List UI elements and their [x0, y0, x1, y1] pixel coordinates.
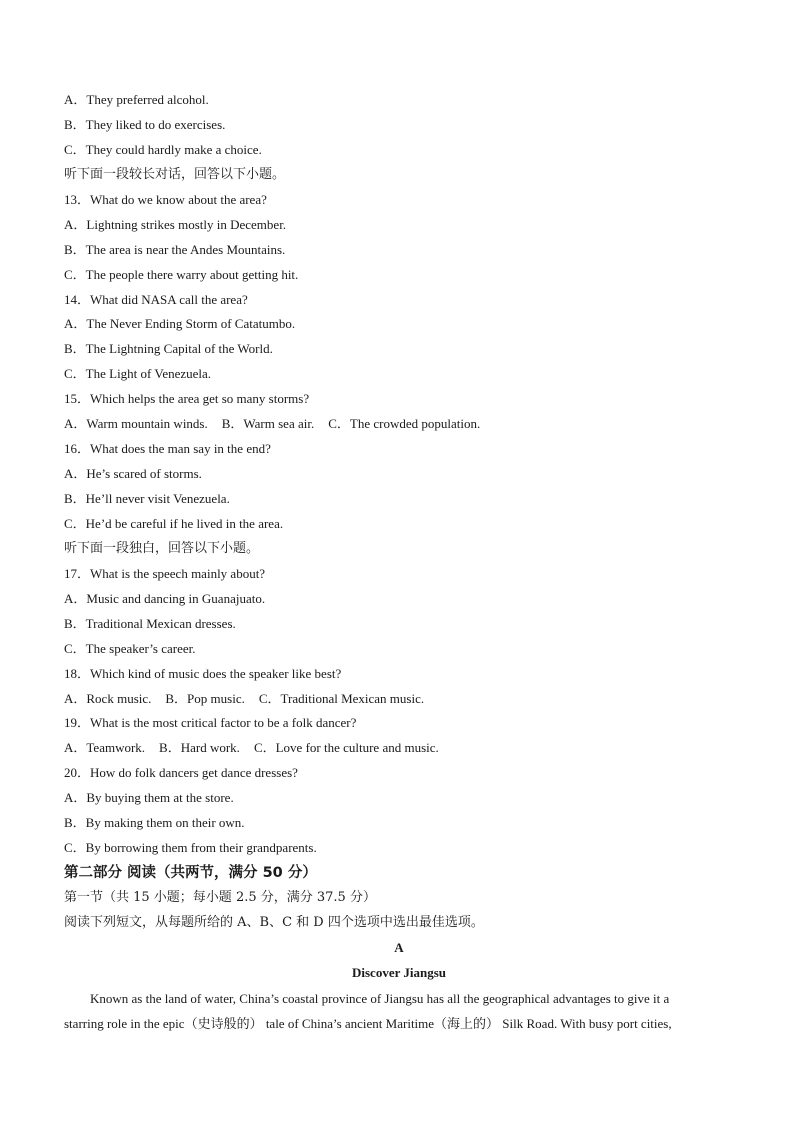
question-17: 17．What is the speech mainly about? [64, 565, 266, 581]
subsection-title: 第一节（共 15 小题；每小题 2.5 分，满分 37.5 分） [64, 890, 376, 905]
listening-instruction-monologue: 听下面一段独白，回答以下小题。 [64, 540, 260, 556]
q19-options [64, 736, 734, 761]
section-title: 第二部分 阅读（共两节，满分 50 分） [64, 865, 317, 882]
q18-option-b: B．Pop music. [165, 690, 245, 706]
q18-option-a: A．Rock music. [64, 690, 152, 706]
q14-option-b: B．The Lightning Capital of the World. [64, 341, 273, 357]
q20-option-b: B．By making them on their own. [64, 815, 245, 831]
q19-option-a: A．Teamwork. [64, 740, 146, 756]
q15-option-b: B．Warm sea air. [221, 416, 315, 432]
listening-instruction-dialogue: 听下面一段较长对话，回答以下小题。 [64, 166, 286, 182]
question-14: 14．What did NASA call the area? [64, 291, 248, 307]
q19-option-b: B．Hard work. [159, 740, 240, 756]
passage-line-1: Known as the land of water, China’s coastal province of Jiangsu has all the geographical advantages to give it a [90, 990, 670, 1006]
q17-option-a: A．Music and dancing in Guanajuato. [64, 590, 266, 606]
question-13: 13．What do we know about the area? [64, 191, 267, 207]
q13-option-a: A．Lightning strikes mostly in December. [64, 216, 287, 232]
option-a: A．They preferred alcohol. [64, 92, 209, 107]
q15-option-c: C．The crowded population. [328, 416, 481, 432]
q15-options [64, 412, 734, 437]
q17-option-c: C．The speaker’s career. [64, 640, 196, 656]
q13-option-c: C．The people there warry about getting hit. [64, 266, 299, 282]
q20-option-a: A．By buying them at the store. [64, 790, 234, 806]
passage-title: Discover Jiangsu [351, 964, 446, 980]
q13-option-b: B．The area is near the Andes Mountains. [64, 241, 286, 257]
option-c: C．They could hardly make a choice. [64, 141, 262, 157]
q18-options [64, 687, 734, 712]
option-b: B．They liked to do exercises. [64, 116, 226, 132]
q19-option-c: C．Love for the culture and music. [253, 740, 439, 756]
passage-line-2: starring role in the epic（史诗般的） tale of China’s ancient Maritime（海上的） Silk Road. With busy port cities, [64, 1015, 672, 1031]
q15-option-a: A．Warm mountain winds. [64, 416, 208, 432]
question-18: 18．Which kind of music does the speaker like best? [64, 665, 342, 681]
q20-option-c: C．By borrowing them from their grandparents. [64, 840, 317, 856]
question-20: 20．How do folk dancers get dance dresses? [64, 765, 298, 781]
q14-option-c: C．The Light of Venezuela. [64, 366, 212, 382]
question-15: 15．Which helps the area get so many storms? [64, 391, 310, 407]
q14-option-a: A．The Never Ending Storm of Catatumbo. [64, 316, 296, 332]
q18-option-c: C．Traditional Mexican music. [258, 690, 425, 706]
passage-body [64, 986, 734, 1036]
q17-option-b: B．Traditional Mexican dresses. [64, 615, 236, 631]
q16-option-c: C．He’d be careful if he lived in the area. [64, 515, 284, 531]
question-19: 19．What is the most critical factor to be a folk dancer? [64, 715, 357, 731]
q16-option-a: A．He’s scared of storms. [64, 466, 202, 482]
q16-option-b: B．He’ll never visit Venezuela. [64, 491, 230, 506]
reading-instruction: 阅读下列短文，从每题所给的 A、B、C 和 D 四个选项中选出最佳选项。 [64, 914, 484, 930]
passage-label: A [394, 939, 404, 955]
question-16: 16．What does the man say in the end? [64, 441, 271, 457]
exam-page [64, 88, 734, 1036]
